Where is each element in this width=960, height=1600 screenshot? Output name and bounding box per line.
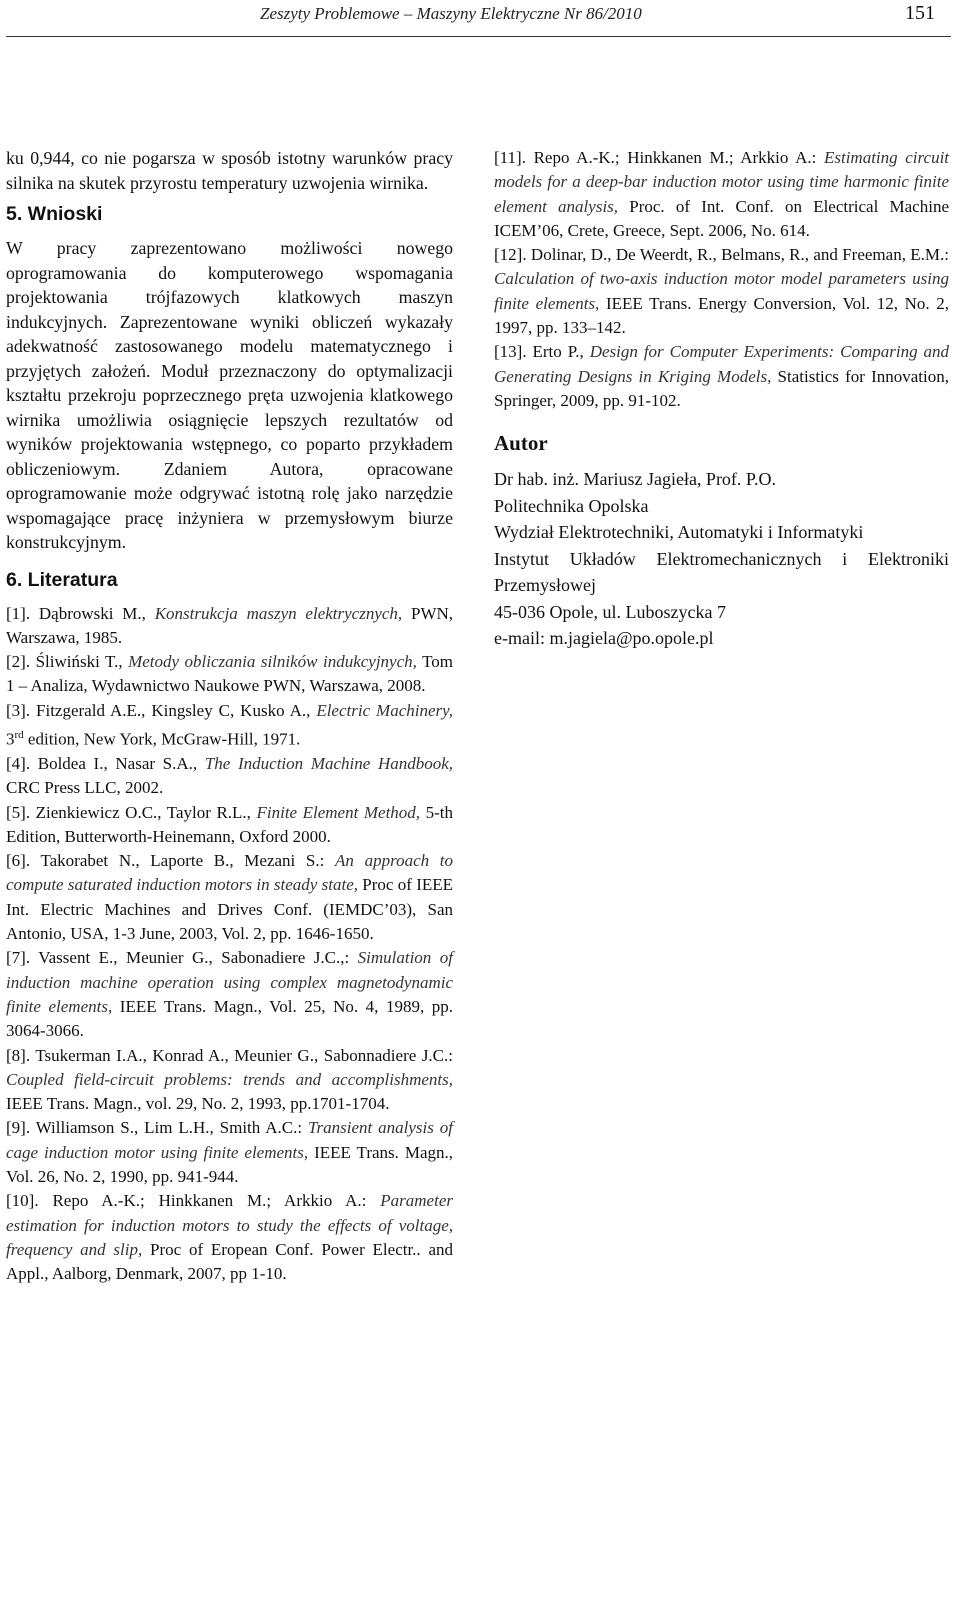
author-institute: Instytut Układów Elektromechanicznych i Elektroniki Przemysłowej	[494, 548, 949, 596]
reference-item: [10]. Repo A.-K.; Hinkkanen M.; Arkkio A.: Parameter estimation for induction motors to study the effects of voltage, frequency and slip, Proc of Eropean Conf. Power Electr.. and Appl., Aalborg, Denmark, 2007, pp 1-10.	[6, 1191, 454, 1284]
right-column	[494, 146, 949, 652]
section-6-heading: 6. Literatura	[6, 568, 118, 591]
reference-item: [8]. Tsukerman I.A., Konrad A., Meunier G., Sabonnadiere J.C.: Coupled field-circuit problems: trends and accomplishments, IEEE Trans. Magn., vol. 29, No. 2, 1993, pp.1701-1704.	[6, 1045, 453, 1114]
reference-list-right	[494, 146, 949, 413]
reference-item: [1]. Dąbrowski M., Konstrukcja maszyn elektrycznych, PWN, Warszawa, 1985.	[6, 603, 454, 647]
reference-item: [11]. Repo A.-K.; Hinkkanen M.; Arkkio A.: Estimating circuit models for a deep-bar induction motor using time harmonic finite element analysis, Proc. of Int. Conf. on Electrical Machine ICEM’06, Crete, Greece, Sept. 2006, No. 614.	[494, 148, 950, 240]
author-email: e-mail: m.jagiela@po.opole.pl	[494, 628, 714, 649]
reference-item: [9]. Williamson S., Lim L.H., Smith A.C.: Transient analysis of cage induction motor using finite elements, IEEE Trans. Magn., Vol. 26, No. 2, 1990, pp. 941-944.	[6, 1118, 454, 1186]
page-number: 151	[905, 2, 935, 24]
reference-list-left	[6, 602, 453, 1287]
author-name: Dr hab. inż. Mariusz Jagieła, Prof. P.O.	[494, 469, 776, 490]
reference-item: [4]. Boldea I., Nasar S.A., The Induction Machine Handbook, CRC Press LLC, 2002.	[6, 753, 454, 798]
reference-item: [13]. Erto P., Design for Computer Experiments: Comparing and Generating Designs in Kriging Models, Statistics for Innovation, Springer, 2009, pp. 91-102.	[494, 342, 950, 410]
reference-item: [3]. Fitzgerald A.E., Kingsley C, Kusko A., Electric Machinery, 3rd edition, New York, McGraw-Hill, 1971.	[6, 700, 454, 749]
reference-item: [6]. Takorabet N., Laporte B., Mezani S.: An approach to compute saturated induction motors in steady state, Proc of IEEE Int. Electric Machines and Drives Conf. (IEMDC’03), San Antonio, USA, 1-3 June, 2003, Vol. 2, pp. 1646-1650.	[6, 851, 454, 944]
author-university: Politechnika Opolska	[494, 495, 649, 516]
author-faculty: Wydział Elektrotechniki, Automatyki i Informatyki	[494, 522, 864, 543]
conclusions-paragraph: W pracy zaprezentowano możliwości nowego oprogramowania do komputerowego wspomagania projektowania trójfazowych klatkowych maszyn indukcyjnych. Zaprezentowane wyniki obliczeń wykazały adekwatność zastosowanego modelu matematycznego i przyjętych założeń. Moduł przeznaczony do optymalizacji kształtu przekroju poprzecznego pręta uzwojenia klatkowego wirnika umożliwia osiągnięcie lepszych rezultatów od wyników projektowania wstępnego, co poparto przykładem obliczeniowym. Zdaniem Autora, opracowane oprogramowanie może odgrywać istotną rolę jako narzędzie wspomagające pracę inżyniera w przemysłowym biurze konstrukcyjnym.	[6, 238, 453, 552]
reference-item: [5]. Zienkiewicz O.C., Taylor R.L., Finite Element Method, 5-th Edition, Butterworth-Heinemann, Oxford 2000.	[6, 802, 453, 846]
intro-paragraph: ku 0,944, co nie pogarsza w sposób istotny warunków pracy silnika na skutek przyrostu temperatury uzwojenia wirnika.	[6, 148, 453, 193]
section-5-heading: 5. Wnioski	[6, 203, 103, 225]
left-column	[6, 146, 453, 1286]
author-address: 45-036 Opole, ul. Luboszycka 7	[494, 601, 726, 622]
reference-item: [12]. Dolinar, D., De Weerdt, R., Belmans, R., and Freeman, E.M.: Calculation of two-axis induction motor model parameters using finite elements, IEEE Trans. Energy Conversion, Vol. 12, No. 2, 1997, pp. 133–142.	[494, 245, 950, 338]
running-head: Zeszyty Problemowe – Maszyny Elektryczne Nr 86/2010	[260, 4, 642, 23]
reference-item: [7]. Vassent E., Meunier G., Sabonadiere J.C.,: Simulation of induction machine operation using complex magnetodynamic finite elements, IEEE Trans. Magn., Vol. 25, No. 4, 1989, pp. 3064-3066.	[6, 948, 453, 1041]
author-block	[494, 431, 949, 652]
reference-item: [2]. Śliwiński T., Metody obliczania silników indukcyjnych, Tom 1 – Analiza, Wydawnictwo Naukowe PWN, Warszawa, 2008.	[6, 652, 453, 696]
header-rule	[6, 36, 951, 37]
author-heading: Autor	[494, 431, 548, 456]
